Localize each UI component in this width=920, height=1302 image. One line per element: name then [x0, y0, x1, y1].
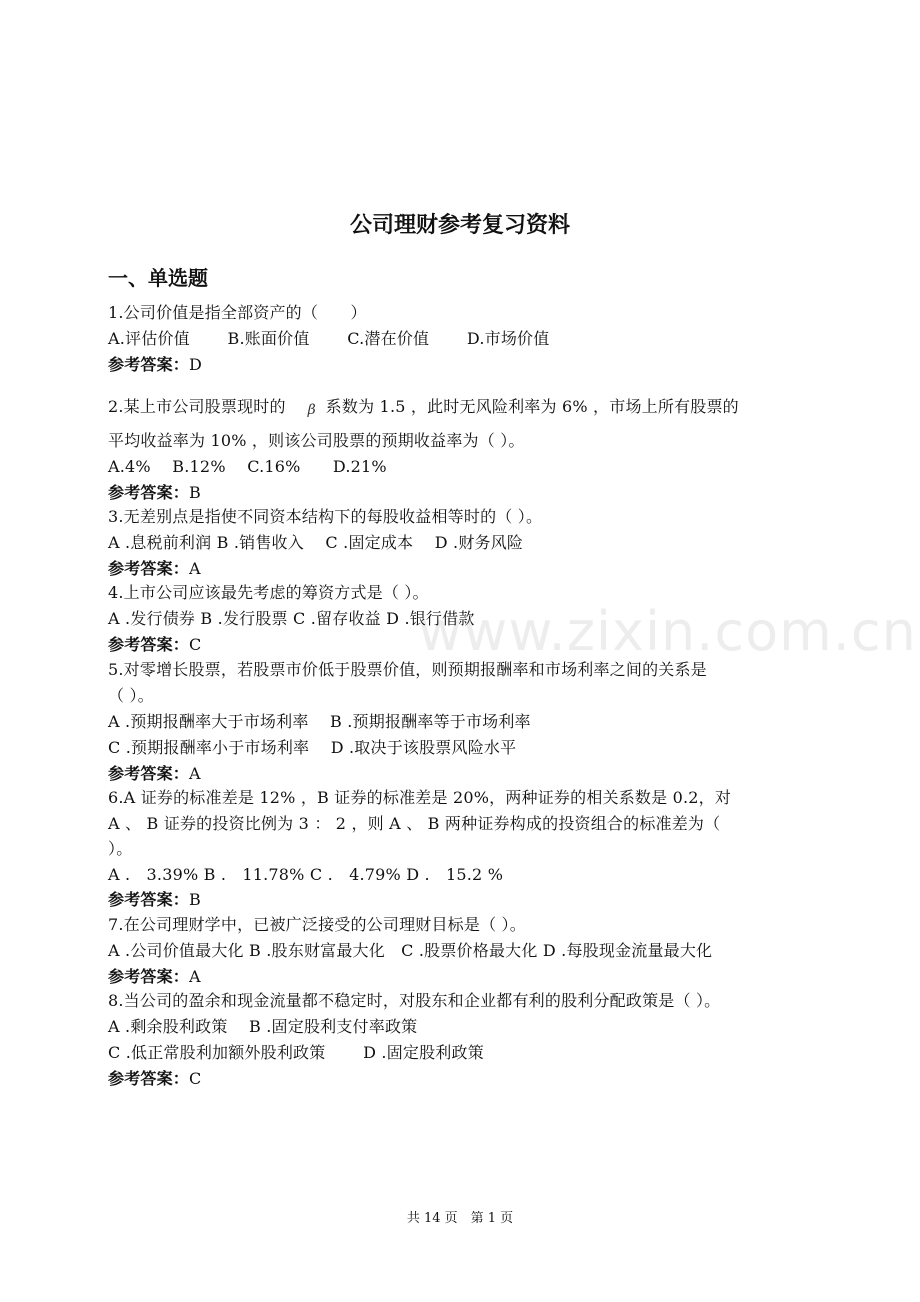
question-3-options: A .息税前利润 B .销售收入 C .固定成本 D .财务风险 [108, 533, 524, 552]
question-6-options: A . 3.39% B . 11.78% C . 4.79% D . 15.2 % [108, 865, 504, 884]
question-7-answer [108, 964, 201, 987]
question-5-options-b: C .预期报酬率小于市场利率 D .取决于该股票风险水平 [108, 738, 517, 757]
question-4-answer [108, 632, 201, 655]
question-8: 8.当公司的盈余和现金流量都不稳定时，对股东和企业都有利的股利分配政策是（ ）。 [108, 991, 721, 1010]
question-4: 4.上市公司应该最先考虑的筹资方式是（ ）。 [108, 583, 429, 602]
answer-value: A [189, 764, 201, 783]
question-2-continued: 平均收益率为 10% ，则该公司股票的预期收益率为（ ）。 [108, 431, 525, 450]
question-7-options: A .公司价值最大化 B .股东财富最大化 C .股票价格最大化 D .每股现金流量最大化 [108, 941, 713, 960]
question-6-answer [108, 887, 201, 910]
answer-value: C [189, 1069, 202, 1088]
question-5-answer [108, 761, 201, 784]
answer-value: D [189, 355, 203, 374]
question-2-options: A.4% B.12% C.16% D.21% [108, 457, 387, 476]
question-1: 1.公司价值是指全部资产的（ ） [108, 303, 367, 322]
question-5-continued: （ ）。 [108, 686, 154, 705]
watermark: www.zixin.com.cn [418, 600, 917, 663]
answer-label: 参考答案： [108, 483, 190, 502]
question-6: 6.A 证券的标准差是 12% ，B 证券的标准差是 20%，两种证券的相关系数是 0.2，对 [108, 788, 732, 807]
beta-symbol: β [307, 402, 316, 418]
question-2-part-a: 2.某上市公司股票现时的 [108, 397, 286, 416]
answer-label: 参考答案： [108, 1069, 190, 1088]
answer-label: 参考答案： [108, 559, 190, 578]
question-1-answer [108, 352, 202, 375]
answer-label: 参考答案： [108, 890, 190, 909]
answer-value: B [189, 483, 201, 502]
question-1-options: A.评估价值 B.账面价值 C.潜在价值 D.市场价值 [108, 329, 550, 348]
question-3-answer [108, 556, 201, 579]
answer-label: 参考答案： [108, 635, 190, 654]
answer-label: 参考答案： [108, 764, 190, 783]
answer-value: C [189, 635, 202, 654]
answer-value: A [189, 967, 201, 986]
question-2-part-b: 系数为 1.5 ，此时无风险利率为 6% ，市场上所有股票的 [325, 397, 739, 416]
question-6-continued: A 、 B 证券的投资比例为 3 ： 2 ，则 A 、 B 两种证券构成的投资组合的标准差为（ [108, 814, 721, 833]
question-6-continued-2: ）。 [108, 839, 133, 858]
answer-value: B [189, 890, 201, 909]
question-5-options-a: A .预期报酬率大于市场利率 B .预期报酬率等于市场利率 [108, 712, 531, 731]
question-8-answer [108, 1066, 201, 1089]
section-heading: 一、单选题 [108, 266, 208, 290]
answer-value: A [189, 559, 201, 578]
question-4-options: A .发行债券 B .发行股票 C .留存收益 D .银行借款 [108, 609, 475, 628]
answer-label: 参考答案： [108, 355, 190, 374]
question-8-options-a: A .剩余股利政策 B .固定股利支付率政策 [108, 1017, 418, 1036]
question-2 [108, 394, 739, 417]
answer-label: 参考答案： [108, 967, 190, 986]
question-2-answer [108, 480, 201, 503]
question-8-options-b: C .低正常股利加额外股利政策 D .固定股利政策 [108, 1043, 484, 1062]
question-7: 7.在公司理财学中，已被广泛接受的公司理财目标是（ ）。 [108, 915, 526, 934]
page-title: 公司理财参考复习资料 [349, 213, 570, 238]
page-footer: 共 14 页 第 1 页 [406, 1211, 514, 1226]
question-5: 5.对零增长股票，若股票市价低于股票价值，则预期报酬率和市场利率之间的关系是 [108, 660, 707, 679]
question-3: 3.无差别点是指使不同资本结构下的每股收益相等时的（ ）。 [108, 507, 543, 526]
